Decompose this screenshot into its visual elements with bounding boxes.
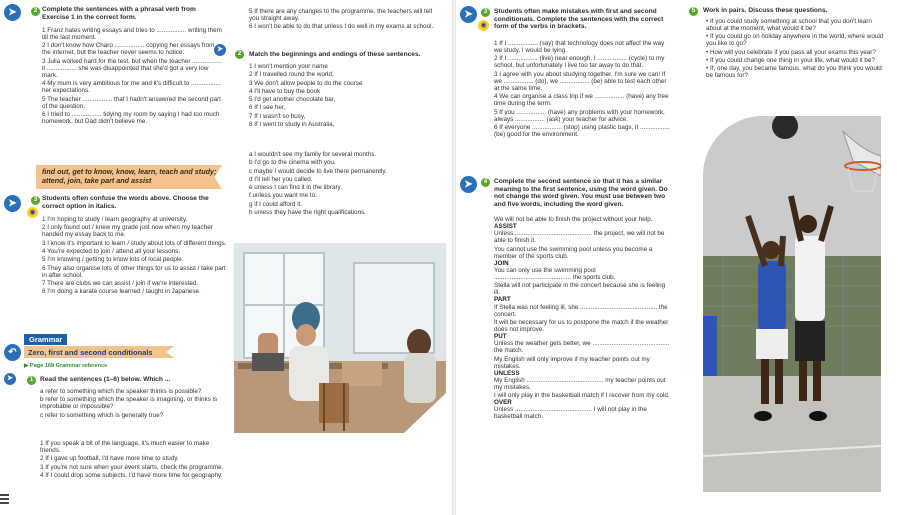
option-item: c refer to something which is generally true?: [40, 411, 164, 419]
list-item: 4 You're expected to join / attend all your lessons.: [42, 247, 181, 255]
sentence-beginnings-list: [249, 63, 439, 129]
list-item: a I wouldn't see my family for several months.: [249, 151, 377, 158]
list-item: • If you could change one thing in your life, what would it be?: [706, 57, 875, 65]
list-item: • If you could study something at school that you don't learn about at the moment, what would it be?: [706, 18, 872, 33]
list-item: c maybe I would decide to live there permanently.: [249, 167, 387, 175]
pointer-nav-icon[interactable]: ➤: [4, 195, 21, 212]
list-item: 5 I'm knowing / getting to know lots of local people.: [42, 256, 184, 264]
list-item: 8 I'm doing a karate course learned / taught in Japanese.: [42, 288, 201, 296]
exercise-badge: 5: [689, 7, 698, 16]
answer-sentence[interactable]: You can only use the swimming pool ............................................ the sports club.: [494, 266, 616, 281]
list-item: 1 I'm hoping to study / learn geography at university.: [42, 216, 188, 223]
item-sentence: It will be necessary for us to postpone the match if the weather does not improve.: [494, 318, 669, 333]
list-item: 5 The teacher ................. that I hadn't answered the second part of the question.: [42, 95, 221, 110]
list-item: h unless they have the right qualifications.: [249, 208, 366, 216]
list-item: 5 If there are any changes to the programme, the teachers will tell you straight away.: [249, 8, 433, 23]
item-sentence: You cannot use the swimming pool unless you become a member of the sports club.: [494, 245, 653, 260]
list-item: 2 If I travelled round the world,: [249, 71, 334, 79]
students-photo-illustration: [234, 243, 446, 433]
list-item: 7 If I wasn't so busy,: [249, 112, 306, 120]
pointer-nav-icon[interactable]: ➤: [460, 176, 477, 193]
exercise-1-list: [40, 440, 225, 480]
list-item: 2 If I gave up football, I'd have more time to study.: [40, 455, 179, 463]
exercise-badge: 2: [31, 7, 40, 16]
exercise-1-options: [40, 388, 220, 420]
list-item: 4 I'll have to buy the book: [249, 87, 321, 95]
item-sentence: Stella will not participate in the concert because she is feeling ill.: [494, 282, 666, 297]
list-item: 8 If I went to study in Australia,: [249, 120, 335, 128]
list-item: [494, 216, 672, 244]
exercise-badge: 4: [481, 178, 490, 187]
grammar-reference-label: Page 168 Grammar reference: [29, 363, 108, 369]
list-item: 2 I don't know how Charo ................. copying her essays from the internet, but the teacher never seems to notice.: [42, 42, 215, 57]
list-item: e unless I can find it in the library.: [249, 184, 342, 192]
answer-sentence[interactable]: Unless ............................................ the project, we will not be able to finish it.: [494, 230, 665, 245]
basketball-photo: [703, 116, 881, 492]
exercise-instruction: Work in pairs. Discuss these questions.: [703, 7, 828, 14]
list-item: 3 We don't allow people to do the course: [249, 79, 363, 87]
list-item: • If you could go on holiday anywhere in the world, where would you like to go?: [706, 33, 884, 48]
list-item: [494, 319, 672, 354]
list-item: g if I could afford it.: [249, 200, 303, 208]
exercise-badge: 3: [481, 8, 490, 17]
list-item: 1 I won't mention your name: [249, 63, 328, 70]
exercise-instruction: Students often make mistakes with first and second conditionals. Complete the sentences with the correct form of the verbs in brackets.: [494, 8, 664, 31]
item-sentence: I will only play in the basketball match if I recover from my cold.: [494, 392, 670, 400]
key-word: PUT: [494, 333, 507, 341]
key-word: ASSIST: [494, 223, 517, 231]
grammar-title: Zero, first and second conditionals: [28, 348, 153, 357]
list-item: 3 Julia worked hard for the test, but when the teacher ................. it ................. she was disappointed that she'd got a very low mark.: [42, 57, 222, 79]
pointer-nav-icon[interactable]: ➤: [214, 44, 226, 56]
students-studying-photo: [234, 243, 446, 433]
list-item: [494, 246, 672, 281]
list-item: 2 I only found out / knew my grade just now when my teacher handed my essay back to me.: [42, 224, 213, 239]
list-item: 1 If I ................. (say) that technology does not affect the way we study, I would be lying.: [494, 40, 665, 55]
list-item: [494, 282, 672, 317]
answer-sentence[interactable]: Unless the weather gets better, we ............................................ the match.: [494, 340, 670, 355]
list-item: 2 If I ................. (live) near enough, I ................. (cycle) to my school, but unfortunately I live too far away to do that.: [494, 55, 665, 70]
conditional-sentences-cont: [249, 8, 439, 32]
list-item: • How will you celebrate if you pass all your exams this year?: [706, 48, 876, 56]
option-item: a refer to something which the speaker thinks is possible?: [40, 388, 202, 395]
list-item: 6 I tried to ................. tidying my room by saying I had too much homework, but Dad didn't believe me.: [42, 110, 220, 126]
list-item: d I'll tell her you called.: [249, 175, 313, 183]
key-word: UNLESS: [494, 369, 520, 377]
item-sentence: My English will only improve if my teacher points out my mistakes.: [494, 355, 650, 370]
exercise-instruction: Complete the sentences with a phrasal verb from Exercise 1 in the correct form.: [42, 6, 196, 21]
list-item: 6 If I see her,: [249, 104, 286, 112]
list-item: 1 Franz hates writing essays and tries to ................. writing them till the last moment.: [42, 27, 222, 42]
answer-sentence[interactable]: My English ............................................ my teacher points out my mistakes.: [494, 376, 666, 391]
pointer-nav-icon[interactable]: ➤: [460, 6, 477, 23]
pointer-nav-icon[interactable]: ➤: [4, 4, 21, 21]
answer-sentence[interactable]: If Stella was not feeling ill, she ............................................ the concert.: [494, 303, 668, 318]
list-item: 3 I know it's important to learn / study about lots of different things.: [42, 239, 227, 247]
list-item: 4 My mum is very ambitious for me and it's difficult to ................. her expectations.: [42, 80, 221, 95]
discussion-questions: [706, 18, 884, 81]
exercise-badge: 1: [27, 376, 36, 385]
list-item: 4 If I could drop some subjects, I'd have more time for geography.: [40, 471, 223, 479]
list-item: 4 We can organise a class trip if we ................. (have) any free time during the term.: [494, 93, 669, 108]
vocabulary-banner-text: find out, get to know, know, learn, teach and study; attend, join, take part and assist: [42, 167, 217, 185]
exercise-badge: 3: [31, 196, 40, 205]
exercise-3-list: [494, 40, 672, 139]
list-item: 6 If everyone ................. (stop) using plastic bags, it ................. (be) good for the environment.: [494, 123, 670, 139]
list-item: 6 They also organise lots of other things for us to assist / take part in after school.: [42, 264, 226, 279]
arrow-right-icon: ▶: [24, 363, 30, 369]
menu-icon[interactable]: [0, 492, 9, 510]
list-item: 7 There are clubs we can assist / join if we're interested.: [42, 279, 199, 287]
key-word: PART: [494, 296, 511, 304]
option-item: b refer to something which the speaker is imagining, or thinks is improbable or impossible?: [40, 396, 218, 411]
exercise-3-list: [42, 216, 227, 296]
list-item: b I'd go to the cinema with you.: [249, 159, 336, 167]
list-item: • If, one day, you became famous, what do you think you would be famous for?: [706, 65, 882, 80]
list-item: 3 If you're not sure when your event starts, check the programme.: [40, 463, 224, 471]
back-arrow-icon[interactable]: ↶: [4, 344, 21, 361]
exercise-2-list: [42, 27, 224, 126]
sentence-endings-list: [249, 151, 439, 217]
exercise-badge: 2: [235, 50, 244, 59]
list-item: f unless you want me to.: [249, 192, 317, 200]
list-item: 1 If you speak a bit of the language, it's much easier to make friends.: [40, 440, 210, 455]
pointer-nav-icon[interactable]: ➤: [4, 373, 16, 385]
list-item: 3 I agree with you about studying together. I'm sure we can! If we ................. (do), we ................. (be) able to test each other at the same time.: [494, 70, 667, 92]
key-word: OVER: [494, 399, 512, 407]
exercise-instruction: Complete the second sentence so that it has a similar meaning to the first sentence, using the word given. Do not change the word given. You must use between two and five words, including the word given.: [494, 178, 668, 208]
exercise-instruction: Students often confuse the words above. Choose the correct option in italics.: [42, 195, 209, 210]
exercise-instruction: Read the sentences (1–6) below. Which ...: [40, 376, 171, 383]
basketball-photo-illustration: [703, 116, 881, 492]
list-item: [494, 392, 672, 420]
list-item: 6 I won't be able to do that unless I do well in my exams at school.: [249, 23, 434, 31]
grammar-tag: Grammar: [24, 334, 67, 345]
list-item: [494, 356, 672, 391]
list-item: 5 I'd get another chocolate bar,: [249, 96, 336, 104]
list-item: 5 If you ................. (have) any problems with your homework, always ................. (ask) your teacher for advice.: [494, 108, 665, 123]
exercise-4-list: [494, 216, 672, 422]
answer-sentence[interactable]: Unless ............................................ I will not play in the basketball match.: [494, 406, 647, 421]
item-sentence: We will not be able to finish the project without your help.: [494, 216, 653, 223]
eye-icon: ◉: [27, 207, 38, 218]
exercise-instruction: Match the beginnings and endings of these sentences.: [249, 51, 421, 58]
grammar-reference-link[interactable]: [24, 363, 107, 369]
eye-icon: ◉: [478, 20, 489, 31]
key-word: JOIN: [494, 259, 509, 267]
